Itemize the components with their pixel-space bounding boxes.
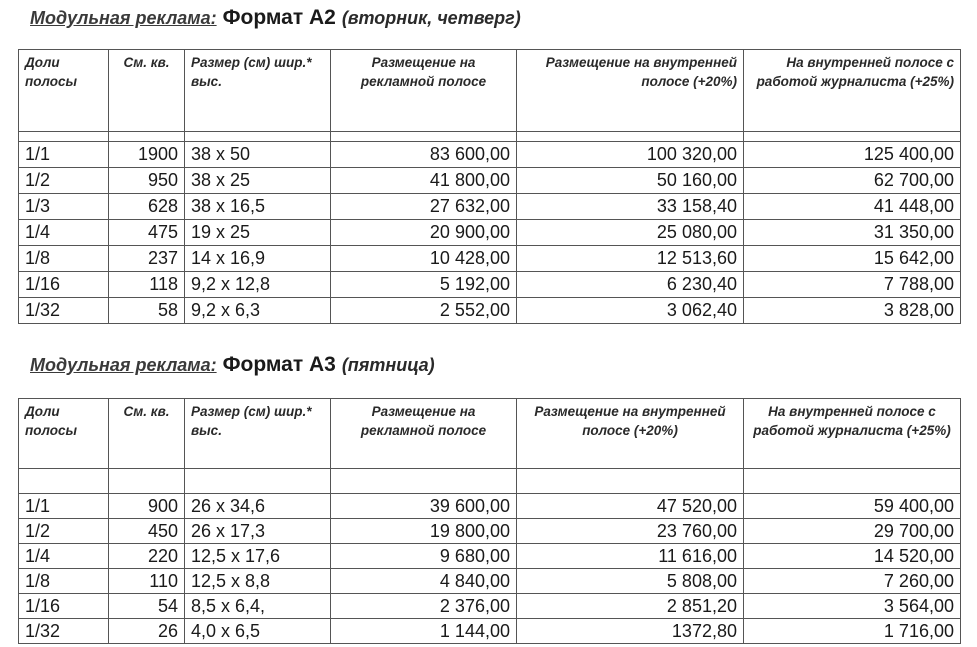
cell-inner-page: 25 080,00 <box>517 220 744 246</box>
cell-inner-page: 5 808,00 <box>517 569 744 594</box>
cell-sm: 900 <box>109 494 185 519</box>
header-inner-page: Размещение на внутренней полосе (+20%) <box>517 399 744 469</box>
cell-ad-page: 41 800,00 <box>331 168 517 194</box>
cell-size: 14 х 16,9 <box>185 246 331 272</box>
cell-journalist: 62 700,00 <box>744 168 961 194</box>
header-ad-page: Размещение на рекламной полосе <box>331 50 517 132</box>
header-sm: См. кв. <box>109 50 185 132</box>
format-days: (пятница) <box>341 355 435 375</box>
section-title-a2 <box>30 6 521 30</box>
header-share: Доли полосы <box>19 50 109 132</box>
cell-journalist: 15 642,00 <box>744 246 961 272</box>
cell-ad-page: 9 680,00 <box>331 544 517 569</box>
cell-sm: 628 <box>109 194 185 220</box>
cell-ad-page: 19 800,00 <box>331 519 517 544</box>
cell-size: 12,5 х 17,6 <box>185 544 331 569</box>
table-row <box>19 494 961 519</box>
cell-size: 38 х 50 <box>185 142 331 168</box>
cell-share: 1/3 <box>19 194 109 220</box>
header-inner-page: Размещение на внутренней полосе (+20%) <box>517 50 744 132</box>
cell-sm: 475 <box>109 220 185 246</box>
table-header-row <box>19 399 961 469</box>
cell-share: 1/1 <box>19 142 109 168</box>
cell-size: 9,2 х 6,3 <box>185 298 331 324</box>
cell-sm: 237 <box>109 246 185 272</box>
cell-size: 9,2 х 12,8 <box>185 272 331 298</box>
cell-inner-page: 3 062,40 <box>517 298 744 324</box>
header-size: Размер (см) шир.* выс. <box>185 399 331 469</box>
cell-journalist: 3 564,00 <box>744 594 961 619</box>
cell-journalist: 14 520,00 <box>744 544 961 569</box>
cell-size: 26 х 34,6 <box>185 494 331 519</box>
cell-share: 1/16 <box>19 272 109 298</box>
cell-journalist: 3 828,00 <box>744 298 961 324</box>
cell-size: 26 х 17,3 <box>185 519 331 544</box>
cell-journalist: 31 350,00 <box>744 220 961 246</box>
table-row <box>19 246 961 272</box>
cell-sm: 220 <box>109 544 185 569</box>
format-name: Формат А2 <box>222 6 336 29</box>
table-row <box>19 168 961 194</box>
cell-ad-page: 4 840,00 <box>331 569 517 594</box>
cell-size: 8,5 х 6,4, <box>185 594 331 619</box>
cell-sm: 54 <box>109 594 185 619</box>
cell-share: 1/1 <box>19 494 109 519</box>
cell-ad-page: 5 192,00 <box>331 272 517 298</box>
cell-inner-page: 50 160,00 <box>517 168 744 194</box>
cell-share: 1/2 <box>19 168 109 194</box>
cell-journalist: 125 400,00 <box>744 142 961 168</box>
cell-ad-page: 10 428,00 <box>331 246 517 272</box>
header-journalist: На внутренней полосе с работой журналиста (+25%) <box>744 50 961 132</box>
cell-sm: 110 <box>109 569 185 594</box>
cell-journalist: 29 700,00 <box>744 519 961 544</box>
cell-size: 19 х 25 <box>185 220 331 246</box>
header-sm: См. кв. <box>109 399 185 469</box>
cell-inner-page: 47 520,00 <box>517 494 744 519</box>
cell-share: 1/32 <box>19 619 109 644</box>
cell-ad-page: 2 376,00 <box>331 594 517 619</box>
format-name: Формат А3 <box>222 353 336 376</box>
cell-sm: 450 <box>109 519 185 544</box>
cell-share: 1/4 <box>19 544 109 569</box>
cell-share: 1/8 <box>19 569 109 594</box>
rates-table-a3 <box>18 398 961 644</box>
table-row <box>19 194 961 220</box>
cell-share: 1/4 <box>19 220 109 246</box>
cell-ad-page: 20 900,00 <box>331 220 517 246</box>
section-lead: Модульная реклама: <box>30 355 217 375</box>
cell-ad-page: 2 552,00 <box>331 298 517 324</box>
table-row <box>19 220 961 246</box>
cell-inner-page: 33 158,40 <box>517 194 744 220</box>
cell-sm: 26 <box>109 619 185 644</box>
format-days: (вторник, четверг) <box>341 8 521 28</box>
cell-journalist: 7 260,00 <box>744 569 961 594</box>
table-row <box>19 298 961 324</box>
header-share: Доли полосы <box>19 399 109 469</box>
cell-sm: 58 <box>109 298 185 324</box>
cell-size: 12,5 х 8,8 <box>185 569 331 594</box>
cell-journalist: 7 788,00 <box>744 272 961 298</box>
cell-size: 4,0 х 6,5 <box>185 619 331 644</box>
cell-size: 38 х 25 <box>185 168 331 194</box>
cell-inner-page: 23 760,00 <box>517 519 744 544</box>
rates-table-a2 <box>18 49 961 324</box>
header-ad-page: Размещение на рекламной полосе <box>331 399 517 469</box>
cell-journalist: 1 716,00 <box>744 619 961 644</box>
cell-inner-page: 1372,80 <box>517 619 744 644</box>
header-journalist: На внутренней полосе с работой журналиста (+25%) <box>744 399 961 469</box>
header-size: Размер (см) шир.* выс. <box>185 50 331 132</box>
cell-size: 38 х 16,5 <box>185 194 331 220</box>
cell-inner-page: 11 616,00 <box>517 544 744 569</box>
table-row <box>19 544 961 569</box>
table-row <box>19 272 961 298</box>
cell-ad-page: 83 600,00 <box>331 142 517 168</box>
cell-sm: 1900 <box>109 142 185 168</box>
table-row <box>19 142 961 168</box>
cell-share: 1/32 <box>19 298 109 324</box>
cell-inner-page: 100 320,00 <box>517 142 744 168</box>
cell-journalist: 59 400,00 <box>744 494 961 519</box>
cell-inner-page: 2 851,20 <box>517 594 744 619</box>
cell-inner-page: 6 230,40 <box>517 272 744 298</box>
cell-ad-page: 39 600,00 <box>331 494 517 519</box>
cell-journalist: 41 448,00 <box>744 194 961 220</box>
cell-ad-page: 1 144,00 <box>331 619 517 644</box>
section-lead: Модульная реклама: <box>30 8 217 28</box>
table-row <box>19 519 961 544</box>
cell-share: 1/2 <box>19 519 109 544</box>
cell-share: 1/8 <box>19 246 109 272</box>
cell-sm: 950 <box>109 168 185 194</box>
table-row <box>19 619 961 644</box>
cell-inner-page: 12 513,60 <box>517 246 744 272</box>
table-row <box>19 569 961 594</box>
section-title-a3 <box>30 353 435 377</box>
table-header-row <box>19 50 961 132</box>
cell-ad-page: 27 632,00 <box>331 194 517 220</box>
cell-sm: 118 <box>109 272 185 298</box>
cell-share: 1/16 <box>19 594 109 619</box>
table-row <box>19 594 961 619</box>
